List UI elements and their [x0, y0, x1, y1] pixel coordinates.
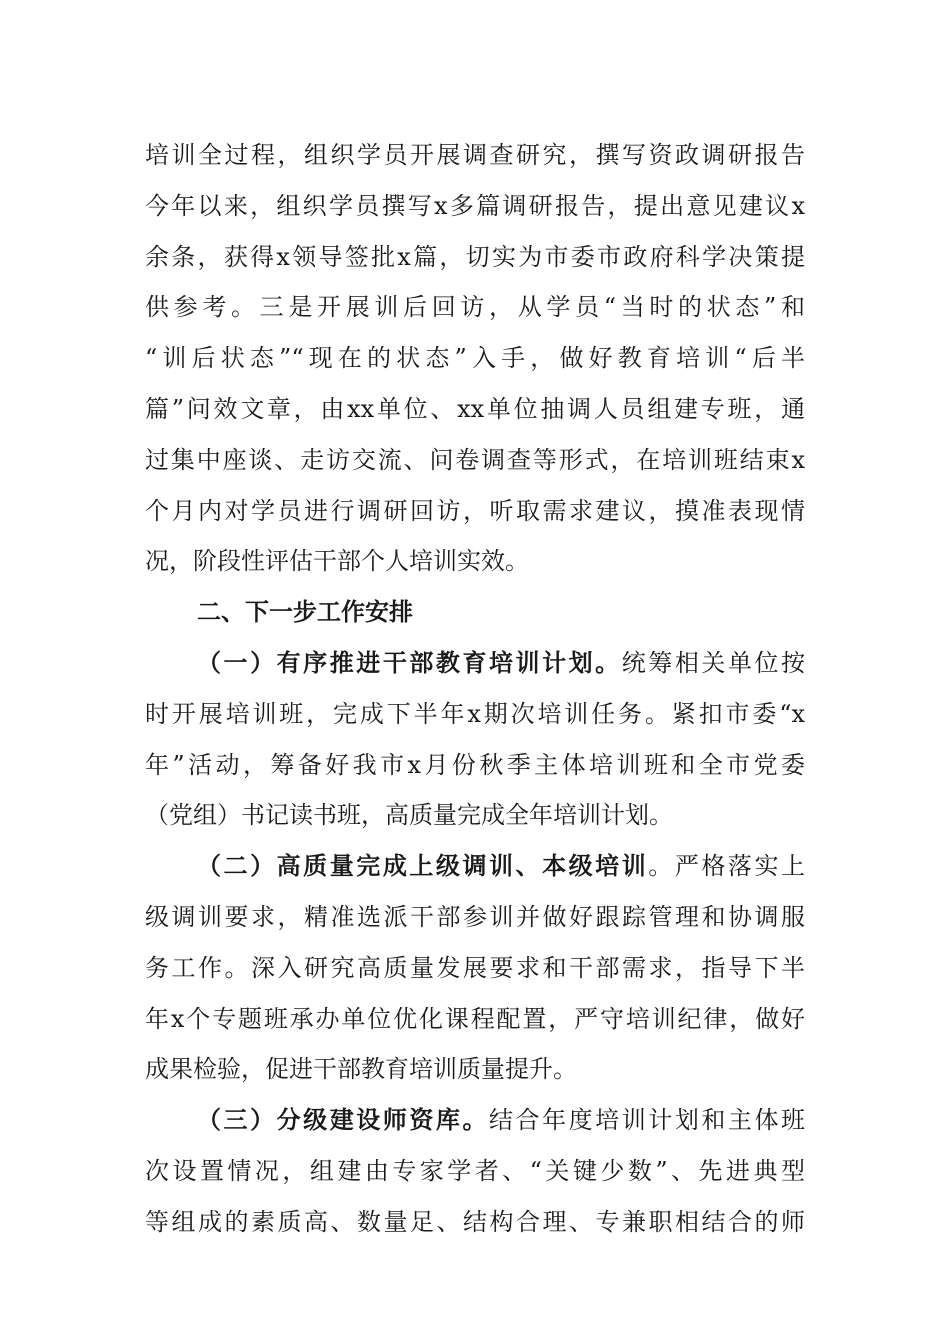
item-3	[145, 1095, 805, 1247]
text-line: 今年以来，组织学员撰写x多篇调研报告，提出意见建议x	[145, 191, 805, 220]
document-page	[145, 130, 805, 1248]
text-line: 务工作。深入研究高质量发展要求和干部需求，指导下半	[145, 953, 805, 982]
text-line: 篇”问效文章，由xx单位、xx单位抽调人员组建专班，通	[145, 394, 805, 423]
text-line: 培训全过程，组织学员开展调查研究，撰写资政调研报告	[145, 141, 805, 169]
text-line: 级调训要求，精准选派干部参训并做好跟踪管理和协调服	[145, 902, 805, 931]
item-2	[145, 841, 805, 1095]
section-heading: 二、下一步工作安排	[197, 598, 413, 627]
item-1-first-line	[145, 638, 805, 689]
text-line: 成果检验，促进干部教育培训质量提升。	[145, 1055, 577, 1084]
text-line: 况，阶段性评估干部个人培训实效。	[145, 547, 529, 576]
text-line: 时开展培训班，完成下半年x期次培训任务。紧扣市委“x	[145, 699, 805, 728]
text-line: “训后状态”“现在的状态”入手，做好教育培训“后半	[145, 344, 805, 373]
text-line: 个月内对学员进行调研回访，听取需求建议，摸准表现情	[145, 496, 805, 525]
item-3-first-rest: 结合年度培训计划和主体班	[489, 1106, 805, 1135]
item-3-title: （三）分级建设师资库。	[197, 1106, 489, 1135]
text-line: （党组）书记读书班，高质量完成全年培训计划。	[145, 801, 673, 830]
item-2-title: （二）高质量完成上级调训、本级培训	[197, 852, 649, 881]
text-line: 供参考。三是开展训后回访，从学员“当时的状态”和	[145, 293, 805, 322]
text-line: 次设置情况，组建由专家学者、“关键少数”、先进典型	[145, 1156, 805, 1185]
text-line: 余条，获得x领导签批x篇，切实为市委市政府科学决策提	[145, 242, 805, 271]
item-1-title: （一）有序推进干部教育培训计划。	[197, 648, 622, 677]
item-2-first-line	[145, 841, 805, 892]
text-line: 等组成的素质高、数量足、结构合理、专兼职相结合的师	[145, 1207, 805, 1236]
text-line: 过集中座谈、走访交流、问卷调查等形式，在培训班结束x	[145, 445, 805, 474]
item-1-first-rest: 统筹相关单位按	[621, 648, 806, 677]
item-2-first-rest: 。严格落实上	[648, 852, 806, 881]
item-1	[145, 638, 805, 841]
paragraph-training-followup	[145, 130, 805, 587]
text-line: 年x个专题班承办单位优化课程配置，严守培训纪律，做好	[145, 1004, 805, 1033]
text-line: 年”活动，筹备好我市x月份秋季主体培训班和全市党委	[145, 750, 805, 779]
item-3-first-line	[145, 1095, 805, 1146]
